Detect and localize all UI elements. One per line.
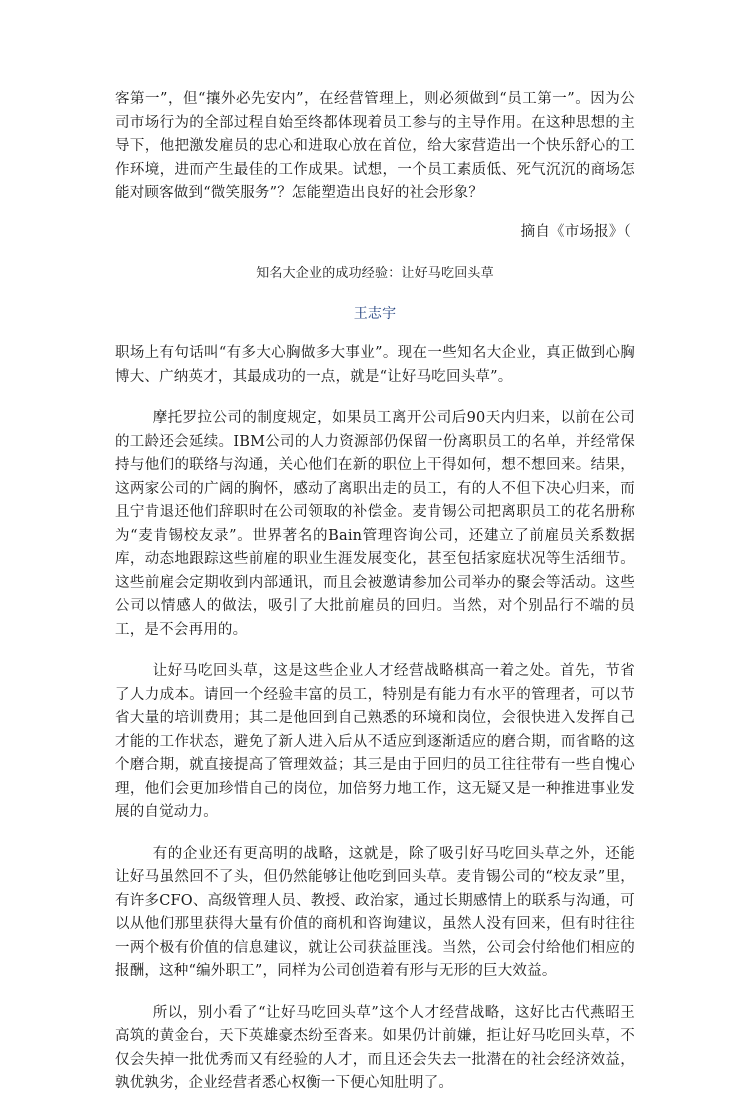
body-paragraph-1: 摩托罗拉公司的制度规定，如果员工离开公司后90天内归来，以前在公司的工龄还会延续。IBM公司的人力资源部仍保留一份离职员工的名单，并经常保持与他们的联络与沟通，关心他们在新的职位上干得如何，想不想回来。结果，这两家公司的广阔的胸怀，感动了离职出走的员工，有的人不但下决心归来，而且宁肯退还他们辞职时在公司领取的补偿金。麦肯锡公司把离职员工的花名册称为“麦肯锡校友录”。世界著名的Bain管理咨询公司，还建立了前雇员关系数据库，动态地跟踪这些前雇的职业生涯发展变化，甚至包括家庭状况等生活细节。这些前雇会定期收到内部通讯，而且会被邀请参加公司举办的聚会等活动。这些公司以情感人的做法，吸引了大批前雇员的回归。当然，对个别品行不端的员工，是不会再用的。 xyxy=(115,410,635,638)
body-paragraph-2: 让好马吃回头草，这是这些企业人才经营战略棋高一着之处。首先，节省了人力成本。请回一个经验丰富的员工，特别是有能力有水平的管理者，可以节省大量的培训费用；其二是他回到自己熟悉的环境和岗位，会很快进入发挥自己才能的工作状态，避免了新人进入后从不适应到逐渐适应的磨合期，而省略的这个磨合期，就直接提高了管理效益；其三是由于回归的员工往往带有一些自愧心理，他们会更加珍惜自己的岗位，加倍努力地工作，这无疑又是一种推进事业发展的自觉动力。 xyxy=(115,663,635,820)
lead-paragraph: 职场上有句话叫“有多大心胸做多大事业”。现在一些知名大企业，真正做到心胸博大、广纳英才，其最成功的一点，就是“让好马吃回头草”。 xyxy=(115,345,635,385)
body-paragraph-4: 所以，别小看了“让好马吃回头草”这个人才经营战略，这好比古代燕昭王高筑的黄金台，天下英雄豪杰纷至沓来。如果仍计前嫌，拒让好马吃回头草，不仅会失掉一批优秀而又有经验的人才，而且还会失去一批潜在的社会经济效益，孰优孰劣，企业经营者悉心权衡一下便心知肚明了。 xyxy=(115,1004,635,1091)
article-title: 知名大企业的成功经验：让好马吃回头草 xyxy=(256,266,494,281)
document-page xyxy=(115,88,635,1096)
body-paragraph-3: 有的企业还有更高明的战略，这就是，除了吸引好马吃回头草之外，还能让好马虽然回不了头，但仍然能够让他吃到回头草。麦肯锡公司的“校友录”里，有许多CFO、高级管理人员、教授、政治家，通过长期感情上的联系与沟通，可以从他们那里获得大量有价值的商机和咨询建议，虽然人没有回来，但有时往往一两个极有价值的信息建议，就让公司获益匪浅。当然，公司会付给他们相应的报酬，这种“编外职工”，同样为公司创造着有形与无形的巨大效益。 xyxy=(115,845,635,979)
source-note: 摘自《市场报》（ xyxy=(520,223,631,240)
intro-paragraph: 客第一”，但“攘外必先安内”，在经营管理上，则必须做到“员工第一”。因为公司市场行为的全部过程自始至终都体现着员工参与的主导作用。在这种思想的主导下，他把激发雇员的忠心和进取心放在首位，给大家营造出一个快乐舒心的工作环境，进而产生最佳的工作成果。试想，一个员工素质低、死气沉沉的商场怎能对顾客做到“微笑服务”？怎能塑造出良好的社会形象？ xyxy=(115,91,635,201)
author-name: 王志宇 xyxy=(353,306,397,322)
